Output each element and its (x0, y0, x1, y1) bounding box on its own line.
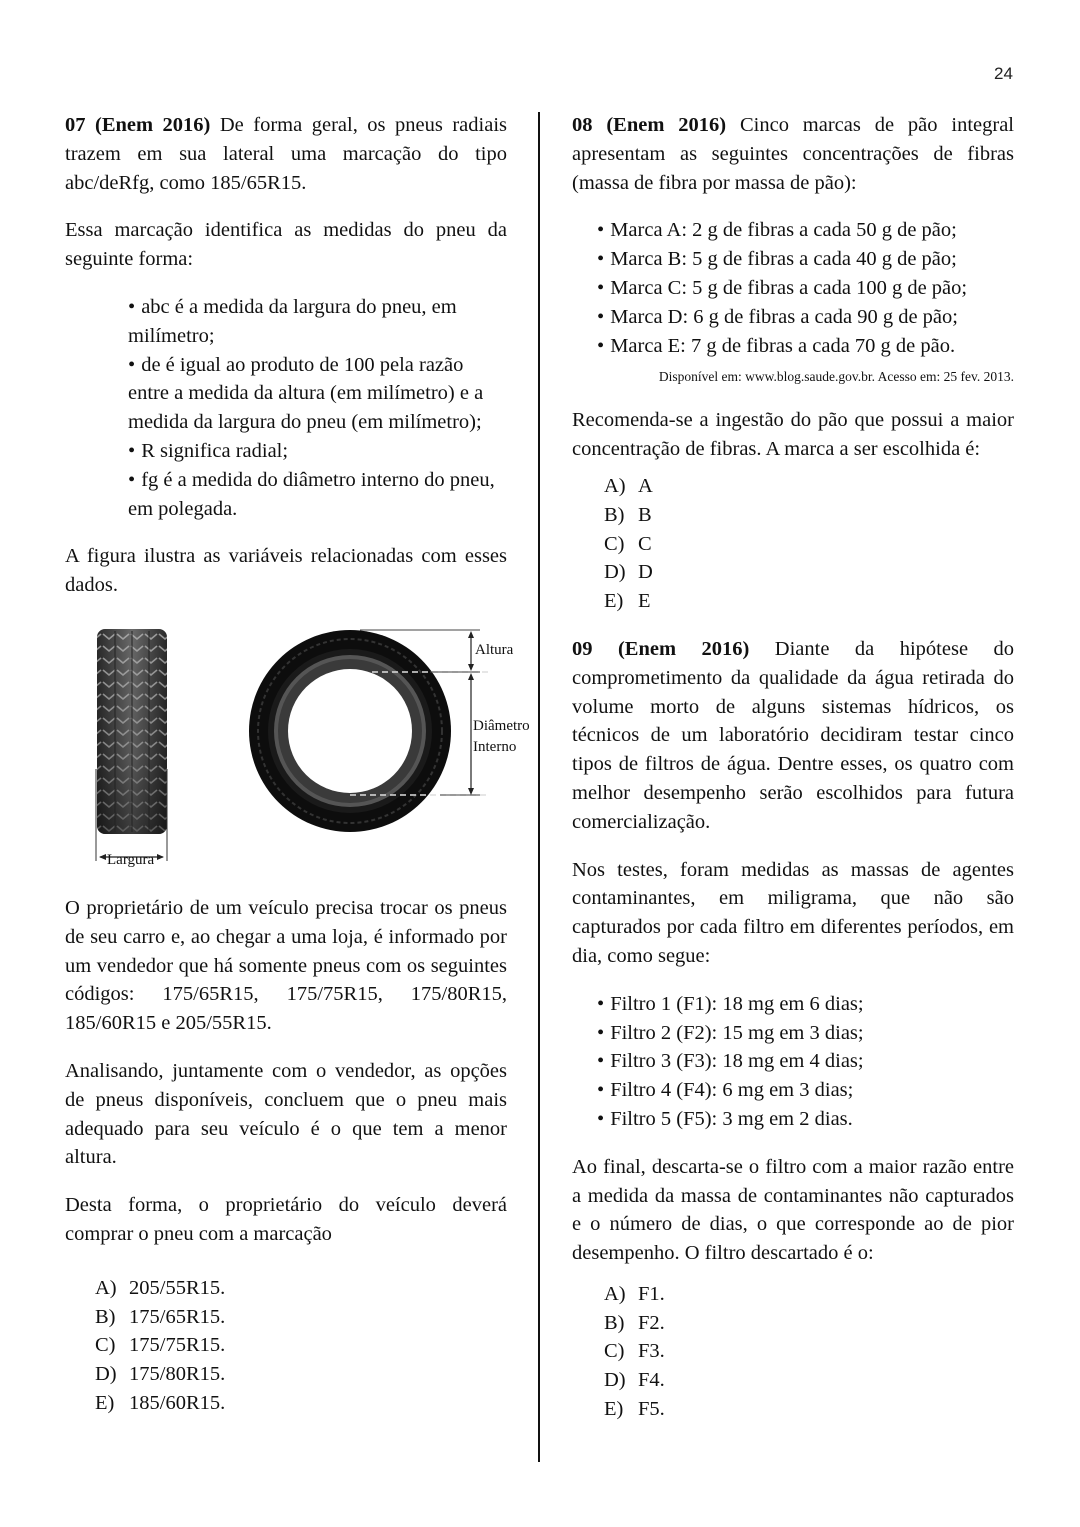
diameter-label-line2: Interno (473, 738, 517, 755)
q09-bullet: • Filtro 5 (F5): 3 mg em 2 dias. (597, 1105, 1014, 1134)
option-letter: B) (604, 1311, 625, 1334)
tire-diagram (60, 619, 540, 874)
option-letter: B) (604, 503, 625, 526)
option-text: C (638, 532, 652, 555)
q07-paragraph-6: Desta forma, o proprietário do veículo deverá comprar o pneu com a marcação (65, 1194, 507, 1245)
option-text: F2. (638, 1311, 665, 1334)
q07-option-b[interactable] (95, 1303, 507, 1332)
q08-bullet: • Marca B: 5 g de fibras a cada 40 g de pão; (597, 245, 1014, 274)
option-letter: E) (604, 590, 624, 613)
option-text: 175/75R15. (129, 1334, 226, 1357)
option-text: E (638, 590, 651, 613)
q07-intro (65, 111, 507, 197)
height-label: Altura (475, 641, 514, 658)
option-letter: E) (604, 1398, 624, 1421)
q09-option-c[interactable] (604, 1337, 1014, 1366)
q08-option-a[interactable] (604, 472, 1014, 501)
q09-paragraph-2: Nos testes, foram medidas as massas de agentes contaminantes, em miligrama, que não são capturados por cada filtro em diferentes períodos, em dia, como segue: (572, 858, 1014, 967)
diameter-label-line1: Diâmetro (473, 717, 530, 734)
q07-bullet: • R significa radial; (128, 437, 507, 466)
tire-figure (60, 619, 540, 874)
q09-filter-list (597, 990, 1014, 1134)
q08-intro (572, 111, 1014, 197)
q08-source: Disponível em: www.blog.saude.gov.br. Acesso em: 25 fev. 2013. (658, 369, 1014, 385)
q09-option-a[interactable] (604, 1280, 1014, 1309)
option-letter: A) (604, 474, 626, 497)
option-letter: E) (95, 1391, 115, 1414)
q07-number: 07 (Enem 2016) (65, 114, 211, 136)
option-text: D (638, 561, 653, 584)
option-letter: D) (95, 1363, 117, 1386)
option-letter: C) (604, 532, 625, 555)
q09-options (572, 1280, 1014, 1424)
option-text: 175/80R15. (129, 1363, 226, 1386)
q07-bullet: • fg é a medida do diâmetro interno do pneu, em polegada. (128, 466, 507, 524)
q09-intro-text: Diante da hipótese do comprometimento da qualidade da água retirada do volume morto de alguns sistemas hídricos, os técnicos de um laboratório decidiram testar cinco tipos de filtros de água. Dentre esses, os quatro com melhor desempenho serão escolhidos para futura comercialização. (572, 637, 1015, 833)
q09-bullet: • Filtro 4 (F4): 6 mg em 3 dias; (597, 1076, 1014, 1105)
q07-option-c[interactable] (95, 1331, 507, 1360)
q07-paragraph-5: Analisando, juntamente com o vendedor, as opções de pneus disponíveis, concluem que o pneu mais adequado para seu veículo é o que tem a menor altura. (65, 1059, 507, 1169)
q08-intro-text: Cinco marcas de pão integral apresentam as seguintes concentrações de fibras (massa de fibra por massa de pão): (572, 114, 1014, 194)
option-text: F3. (638, 1340, 665, 1363)
tire-side-view (249, 630, 490, 832)
q08-bullet: • Marca C: 5 g de fibras a cada 100 g de pão; (597, 274, 1014, 303)
option-letter: D) (604, 561, 626, 584)
q07-paragraph-4: O proprietário de um veículo precisa trocar os pneus de seu carro e, ao chegar a uma loja, é informado por um vendedor que há somente pneus com os seguintes códigos: 175/65R15, 175/75R15, 175/80R15, 185/60R15 e 205/55R15. (65, 896, 507, 1035)
option-letter: C) (95, 1334, 116, 1357)
option-text: F1. (638, 1282, 665, 1305)
q07-definition-list (128, 293, 507, 523)
q08-option-e[interactable] (604, 587, 1014, 616)
q09-bullet: • Filtro 2 (F2): 15 mg em 3 dias; (597, 1019, 1014, 1048)
q08-number: 08 (Enem 2016) (572, 114, 727, 136)
page-number: 24 (994, 64, 1013, 83)
width-label: Largura (107, 851, 155, 868)
q08-paragraph-2: Recomenda-se a ingestão do pão que possui a maior concentração de fibras. A marca a ser escolhida é: (572, 409, 1014, 461)
q07-option-e[interactable] (95, 1389, 507, 1418)
option-text: A (638, 474, 653, 497)
q07-option-a[interactable] (95, 1274, 507, 1303)
option-text: F5. (638, 1398, 665, 1421)
q08-option-c[interactable] (604, 530, 1014, 559)
option-letter: B) (95, 1305, 116, 1328)
question-07 (65, 111, 530, 1418)
questions-08-09 (572, 111, 1014, 1424)
q09-bullet: • Filtro 3 (F3): 18 mg em 4 dias; (597, 1047, 1014, 1076)
q09-number: 09 (Enem 2016) (572, 637, 750, 660)
q08-options (572, 472, 1014, 616)
q08-bullet: • Marca A: 2 g de fibras a cada 50 g de pão; (597, 216, 1014, 245)
q09-intro (572, 635, 1014, 837)
q08-bullet: • Marca E: 7 g de fibras a cada 70 g de pão. (597, 332, 1014, 361)
q07-bullet: • de é igual ao produto de 100 pela razão entre a medida da altura (em milímetro) e a medida da largura do pneu (em milímetro); (128, 351, 507, 437)
option-text: 205/55R15. (129, 1276, 226, 1299)
q09-option-d[interactable] (604, 1366, 1014, 1395)
option-letter: D) (604, 1369, 626, 1392)
q09-option-e[interactable] (604, 1395, 1014, 1424)
q07-paragraph-3: A figura ilustra as variáveis relacionadas com esses dados. (65, 545, 507, 597)
q08-bullet: • Marca D: 6 g de fibras a cada 90 g de pão; (597, 303, 1014, 332)
q09-paragraph-3: Ao final, descarta-se o filtro com a maior razão entre a medida da massa de contaminantes não capturados e o número de dias, o que corresponde ao de pior desempenho. O filtro descartado é o: (572, 1155, 1014, 1265)
q07-paragraph-2: Essa marcação identifica as medidas do pneu da seguinte forma: (65, 219, 507, 271)
option-text: B (638, 503, 652, 526)
q09-bullet: • Filtro 1 (F1): 18 mg em 6 dias; (597, 990, 1014, 1019)
q07-options (65, 1274, 507, 1418)
option-text: F4. (638, 1369, 665, 1392)
q09-option-b[interactable] (604, 1309, 1014, 1338)
option-text: 185/60R15. (129, 1391, 226, 1414)
q07-option-d[interactable] (95, 1360, 507, 1389)
option-letter: C) (604, 1340, 625, 1363)
q08-brand-list (597, 216, 1014, 360)
option-text: 175/65R15. (129, 1305, 226, 1328)
option-letter: A) (604, 1282, 626, 1305)
q07-intro-text: De forma geral, os pneus radiais trazem em sua lateral uma marcação do tipo abc/deRfg, como 185/65R15. (65, 114, 507, 194)
q08-option-b[interactable] (604, 501, 1014, 530)
tire-tread-view (97, 629, 167, 834)
q07-bullet: • abc é a medida da largura do pneu, em milímetro; (128, 293, 507, 351)
q08-option-d[interactable] (604, 558, 1014, 587)
option-letter: A) (95, 1276, 117, 1299)
